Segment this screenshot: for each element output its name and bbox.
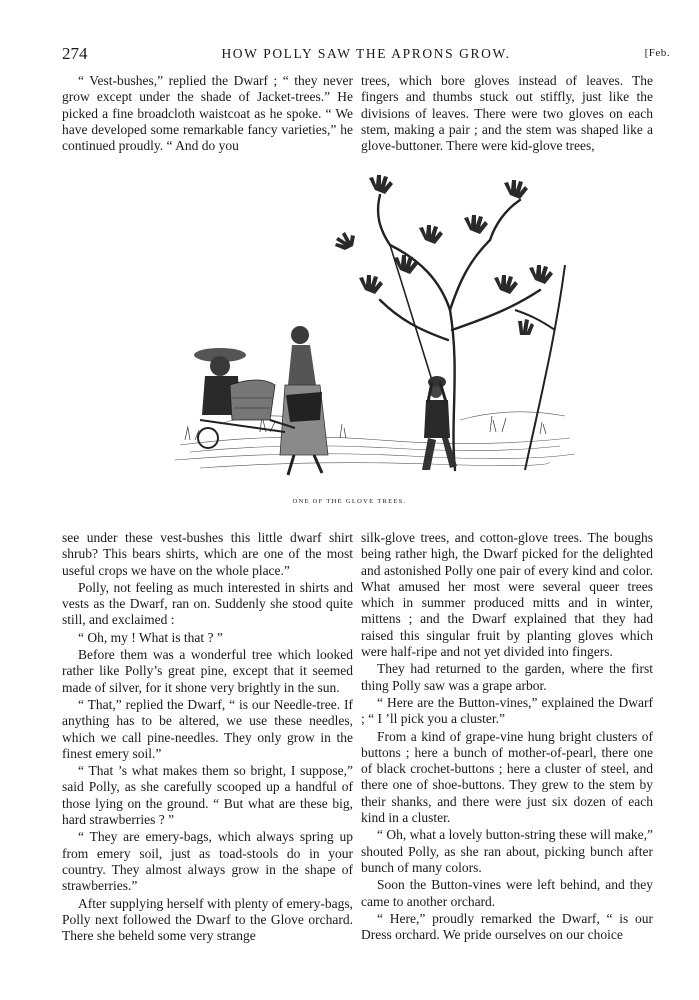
paragraph: trees, which bore gloves instead of leaves. The fingers and thumbs stuck out stiffly, just like the divisions of leaves. There were two gloves on each stem, making a pair ; and the stem was shaped like a glove-buttoner. There were kid-glove trees, xyxy=(361,73,653,154)
paragraph: “ They are emery-bags, which always spring up from emery soil, just as toad-stools do in your country. They almost always grow in the shape of strawberries.” xyxy=(62,829,353,894)
paragraph: “ Vest-bushes,” replied the Dwarf ; “ they never grow except under the shade of Jacket-trees.” He picked a fine broadcloth waistcoat as he spoke. “ We have developed some remarkable fancy varieties,” he continued proudly. “ And do you xyxy=(62,73,353,154)
paragraph: Polly, not feeling as much interested in shirts and vests as the Dwarf, ran on. Suddenly she stood quite still, and exclaimed : xyxy=(62,579,353,628)
paragraph: silk-glove trees, and cotton-glove trees. The boughs being rather high, the Dwarf picked for the delighted and astonished Polly one pair of every kind and color. What amused her most were several queer trees which in summer produced mitts and in winter, mittens ; and the Dwarf explained that they had raised this singular fruit by planting gloves which were half-ripe and not yet divided into fingers. xyxy=(361,530,653,660)
column-bottom-right xyxy=(361,530,653,943)
paragraph: Before them was a wonderful tree which looked rather like Polly’s great pine, except that it seemed made of silver, for it shone very brightly in the sun. xyxy=(62,647,353,695)
column-bottom-left xyxy=(62,530,353,944)
girl-figure xyxy=(280,326,328,475)
column-top-right xyxy=(361,73,653,154)
engraving-image xyxy=(160,170,580,500)
paragraph: They had returned to the garden, where the first thing Polly saw was a grape arbor. xyxy=(361,661,653,693)
paragraph: “ That,” replied the Dwarf, “ is our Needle-tree. If anything has to be altered, we use these needles, which we call pine-needles. They only grow in the finest emery soil.” xyxy=(62,696,353,761)
paragraph: “ Oh, what a lovely button-string these will make,” shouted Polly, as she ran about, picking bunch after bunch of many colors. xyxy=(361,827,653,875)
page-header xyxy=(62,44,670,66)
paragraph: “ Oh, my ! What is that ? ” xyxy=(78,629,223,645)
paragraph: After supplying herself with plenty of emery-bags, Polly next followed the Dwarf to the Glove orchard. There she beheld some very strange xyxy=(62,895,353,944)
figure-caption: ONE OF THE GLOVE TREES. xyxy=(292,498,407,505)
running-title: HOW POLLY SAW THE APRONS GROW. xyxy=(221,46,511,61)
page-number: 274 xyxy=(62,44,88,63)
dwarf-with-wheelbarrow xyxy=(194,348,295,448)
issue-month: [Feb. xyxy=(644,47,670,59)
paragraph: “ Here are the Button-vines,” explained the Dwarf ; “ I ’ll pick you a cluster.” xyxy=(361,694,653,727)
paragraph: see under these vest-bushes this little dwarf shirt shrub? This bears shirts, which are one of the most useful crops we have on the whole place.” xyxy=(62,530,353,578)
paragraph: “ That ’s what makes them so bright, I suppose,” said Polly, as she carefully scooped up a handful of those lying on the ground. “ But what are these big, hard strawberries ? ” xyxy=(62,763,353,828)
glove-tree xyxy=(378,195,540,470)
glove-tree-illustration xyxy=(160,170,580,500)
paragraph: “ Here,” proudly remarked the Dwarf, “ is our Dress orchard. We pride ourselves on our choice xyxy=(361,910,653,943)
column-top-left xyxy=(62,73,353,154)
paragraph: Soon the Button-vines were left behind, and they came to another orchard. xyxy=(361,877,653,909)
paragraph: From a kind of grape-vine hung bright clusters of buttons ; here a bunch of mother-of-pearl, there one of black crochet-buttons ; here a cluster of steel, and there one of shoe-buttons. They grew to the stem by their shanks, and there were just six dozen of each kind in a cluster. xyxy=(361,728,653,826)
boy-figure xyxy=(422,376,457,470)
